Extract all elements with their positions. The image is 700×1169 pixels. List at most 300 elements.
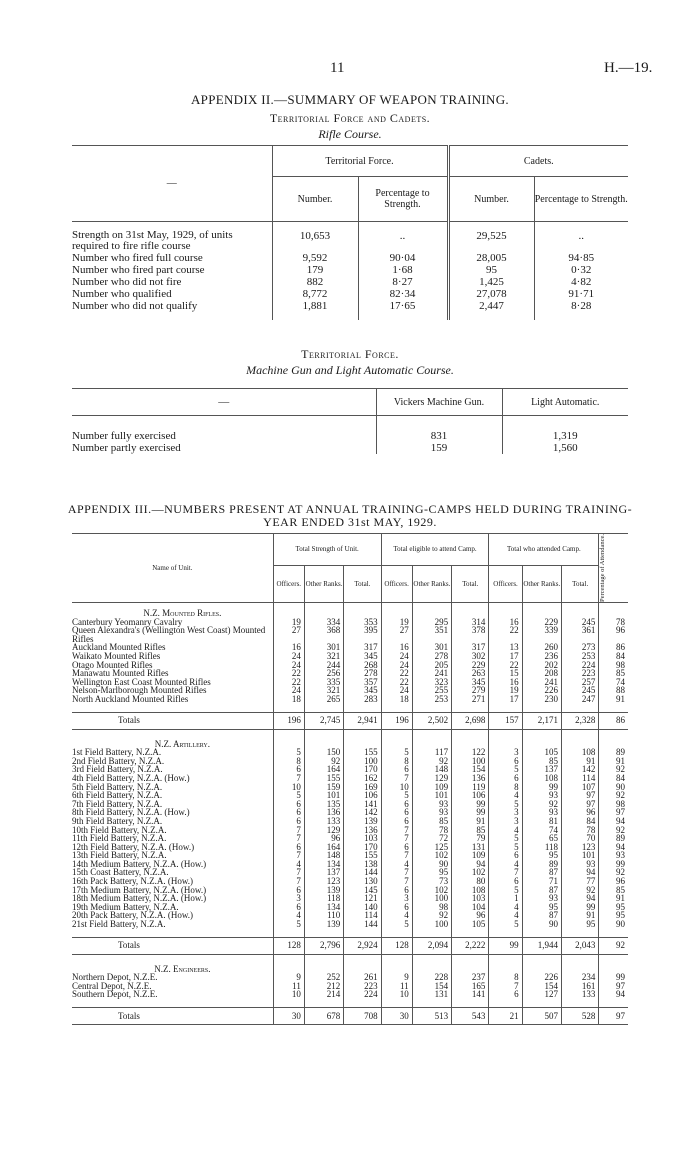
unit-value: 295: [412, 618, 451, 627]
unit-value: 5: [381, 748, 412, 757]
unit-value: 16: [273, 643, 304, 652]
unit-value: 72: [412, 834, 451, 843]
unit-value: 89: [599, 748, 628, 757]
unit-value: 96: [562, 808, 599, 817]
unit-value: 323: [412, 678, 451, 687]
unit-value: 99: [452, 808, 489, 817]
unit-name: 3rd Field Battery, N.Z.A.: [72, 764, 163, 775]
unit-value: 139: [304, 920, 343, 929]
unit-value: 101: [304, 791, 343, 800]
col-officers: Officers.: [489, 565, 522, 602]
row-label: Number who qualified: [72, 287, 172, 300]
unit-value: 253: [562, 652, 599, 661]
unit-value: 170: [344, 843, 381, 852]
unit-value: 4: [273, 860, 304, 869]
unit-value: 84: [562, 817, 599, 826]
unit-value: 117: [412, 748, 451, 757]
unit-row: [72, 626, 628, 643]
unit-value: 91: [452, 817, 489, 826]
cell-tf-pct: 1·68: [358, 264, 448, 276]
unit-value: 317: [344, 643, 381, 652]
unit-value: 6: [273, 843, 304, 852]
unit-value: 92: [522, 800, 561, 809]
unit-value: 154: [522, 982, 561, 991]
unit-value: 3: [273, 894, 304, 903]
totals-value: 708: [344, 1008, 381, 1025]
cell-tf-pct: 8·27: [358, 276, 448, 288]
unit-value: 145: [344, 886, 381, 895]
unit-value: 268: [344, 661, 381, 670]
cell-tf-pct: ..: [358, 222, 448, 253]
unit-value: 142: [344, 808, 381, 817]
unit-value: 114: [344, 911, 381, 920]
col-light-automatic: Light Automatic.: [502, 389, 628, 416]
unit-value: 94: [562, 868, 599, 877]
unit-value: 105: [522, 748, 561, 757]
col-officers: Officers.: [381, 565, 412, 602]
unit-value: 150: [304, 748, 343, 757]
cell-c-pct: 91·71: [534, 288, 628, 300]
rifle-row: [72, 288, 628, 300]
row-label: Number who did not fire: [72, 275, 182, 288]
cell-tf-pct: 90·04: [358, 252, 448, 264]
cell-c-pct: ..: [534, 222, 628, 253]
unit-value: 4: [489, 791, 522, 800]
rifle-course-table: — Territorial Force. Cadets. Number. Percentage to Strength. Number. Percentage to Strength. Strength on 31st May, 1929, of units required to fire rifle course 10,653 .. 29,525 .. Number who fired full course 9,592 90·04 28,005 94·85 Number who fired part course 179 1·68 95 0·32 Number who did not fire 882 8·27 1,425 4·82 Number who qualified 8,772 82·34 27,078 91·71 Number who did not qualify 1,881 17·65 2,447 8·28: [72, 145, 628, 320]
unit-value: 95: [599, 911, 628, 920]
unit-value: 252: [304, 973, 343, 982]
unit-value: 101: [562, 851, 599, 860]
unit-value: 109: [452, 851, 489, 860]
unit-value: 226: [522, 973, 561, 982]
unit-value: 129: [412, 774, 451, 783]
unit-value: 110: [304, 911, 343, 920]
unit-value: 123: [304, 877, 343, 886]
unit-value: 224: [344, 990, 381, 999]
unit-value: 87: [522, 886, 561, 895]
unit-value: 7: [381, 868, 412, 877]
unit-value: 22: [381, 669, 412, 678]
cell-light: 1,319: [502, 416, 628, 443]
unit-value: 7: [273, 868, 304, 877]
totals-value: 157: [489, 712, 522, 729]
unit-value: 114: [562, 774, 599, 783]
unit-value: 89: [522, 860, 561, 869]
unit-value: 98: [412, 903, 451, 912]
row-label: Strength on 31st May, 1929, of units required to fire rifle course: [72, 229, 233, 252]
unit-value: 154: [412, 982, 451, 991]
unit-value: 223: [562, 669, 599, 678]
col-other-ranks: Other Ranks.: [522, 565, 561, 602]
unit-value: 96: [599, 877, 628, 886]
mg-title: Territorial Force.: [301, 347, 399, 361]
rifle-row: [72, 222, 628, 253]
unit-value: 7: [381, 877, 412, 886]
unit-value: 6: [489, 757, 522, 766]
unit-value: 74: [599, 678, 628, 687]
unit-value: 224: [562, 661, 599, 670]
unit-value: 345: [452, 678, 489, 687]
unit-value: 6: [381, 808, 412, 817]
totals-value: 2,328: [562, 712, 599, 729]
unit-value: 141: [452, 990, 489, 999]
unit-value: 6: [489, 877, 522, 886]
unit-value: 378: [452, 626, 489, 643]
cell-c-pct: 94·85: [534, 252, 628, 264]
unit-value: 4: [489, 911, 522, 920]
totals-value: 2,171: [522, 712, 561, 729]
unit-value: 4: [273, 911, 304, 920]
totals-value: 2,796: [304, 937, 343, 954]
unit-value: 164: [304, 843, 343, 852]
rifle-row: [72, 264, 628, 276]
unit-value: 148: [304, 851, 343, 860]
unit-value: 273: [562, 643, 599, 652]
appendix-2-subtitle: Territorial Force and Cadets.: [269, 111, 431, 125]
unit-value: 100: [452, 757, 489, 766]
unit-value: 301: [304, 643, 343, 652]
unit-value: 27: [381, 626, 412, 643]
unit-value: 136: [304, 808, 343, 817]
col-officers: Officers.: [273, 565, 304, 602]
cell-light: 1,560: [502, 442, 628, 454]
unit-value: 85: [599, 886, 628, 895]
unit-value: 90: [599, 783, 628, 792]
totals-value: 2,698: [452, 712, 489, 729]
unit-value: 244: [304, 661, 343, 670]
unit-value: 92: [562, 886, 599, 895]
unit-value: 98: [599, 800, 628, 809]
totals-value: 128: [381, 937, 412, 954]
unit-value: 92: [412, 757, 451, 766]
rifle-row: [72, 276, 628, 288]
unit-value: 100: [412, 894, 451, 903]
unit-value: 141: [344, 800, 381, 809]
unit-value: 6: [273, 886, 304, 895]
cell-c-num: 95: [448, 264, 534, 276]
cell-c-num: 29,525: [448, 222, 534, 253]
unit-value: 154: [452, 765, 489, 774]
unit-value: 357: [344, 678, 381, 687]
unit-value: 95: [522, 851, 561, 860]
unit-value: 103: [344, 834, 381, 843]
unit-value: 94: [599, 817, 628, 826]
totals-value: 99: [489, 937, 522, 954]
unit-value: 253: [412, 695, 451, 704]
unit-value: 81: [522, 817, 561, 826]
unit-value: 95: [562, 920, 599, 929]
unit-value: 96: [304, 834, 343, 843]
unit-value: 301: [412, 643, 451, 652]
totals-row: [72, 937, 628, 954]
totals-value: 86: [599, 712, 628, 729]
unit-value: 155: [344, 748, 381, 757]
unit-value: 97: [562, 791, 599, 800]
totals-value: 543: [452, 1008, 489, 1025]
unit-value: 10: [273, 990, 304, 999]
unit-value: 22: [273, 678, 304, 687]
unit-value: 77: [562, 877, 599, 886]
totals-value: 196: [381, 712, 412, 729]
unit-value: 5: [489, 843, 522, 852]
rifle-group-cadets: Cadets.: [448, 146, 628, 177]
totals-value: 21: [489, 1008, 522, 1025]
unit-value: 79: [452, 834, 489, 843]
totals-row: [72, 712, 628, 729]
unit-value: 134: [304, 860, 343, 869]
unit-value: 7: [381, 826, 412, 835]
unit-value: 6: [381, 903, 412, 912]
unit-value: 103: [452, 894, 489, 903]
unit-value: 214: [304, 990, 343, 999]
unit-value: 144: [344, 920, 381, 929]
unit-name: 20th Pack Battery, N.Z.A. (How.): [72, 910, 194, 921]
unit-value: 162: [344, 774, 381, 783]
unit-value: 302: [452, 652, 489, 661]
unit-value: 87: [522, 868, 561, 877]
unit-value: 19: [273, 618, 304, 627]
rifle-spacer: [72, 312, 628, 320]
cell-c-pct: 8·28: [534, 300, 628, 312]
unit-value: 123: [562, 843, 599, 852]
unit-name: 15th Coast Battery, N.Z.A.: [72, 867, 169, 878]
unit-value: 71: [522, 877, 561, 886]
unit-value: 7: [489, 982, 522, 991]
unit-value: 334: [304, 618, 343, 627]
totals-row: [72, 1008, 628, 1025]
unit-value: 91: [599, 894, 628, 903]
unit-value: 24: [381, 661, 412, 670]
cell-vickers: 831: [376, 416, 502, 443]
unit-value: 19: [381, 618, 412, 627]
row-label: Number who fired full course: [72, 251, 203, 264]
unit-name: 1st Field Battery, N.Z.A.: [72, 747, 162, 758]
unit-value: 122: [452, 748, 489, 757]
unit-value: 121: [344, 894, 381, 903]
unit-value: 6: [273, 903, 304, 912]
unit-name: North Auckland Mounted Rifles: [72, 693, 189, 704]
col-other-ranks: Other Ranks.: [304, 565, 343, 602]
unit-value: 5: [489, 886, 522, 895]
unit-value: 94: [562, 894, 599, 903]
unit-value: 13: [489, 643, 522, 652]
unit-value: 345: [344, 686, 381, 695]
col-pct-attendance: Percentage of Attendance.: [599, 534, 607, 603]
unit-value: 84: [599, 652, 628, 661]
unit-value: 278: [412, 652, 451, 661]
unit-value: 118: [304, 894, 343, 903]
unit-value: 247: [562, 695, 599, 704]
unit-value: 102: [412, 886, 451, 895]
section-title: N.Z. Mounted Rifles.: [143, 608, 222, 619]
cell-c-pct: 0·32: [534, 264, 628, 276]
unit-value: 6: [273, 817, 304, 826]
unit-value: 234: [562, 973, 599, 982]
cell-c-pct: 4·82: [534, 276, 628, 288]
col-total: Total.: [344, 565, 381, 602]
unit-value: 70: [562, 834, 599, 843]
unit-value: 78: [562, 826, 599, 835]
unit-row: [72, 990, 628, 999]
unit-value: 261: [344, 973, 381, 982]
section-title: N.Z. Engineers.: [154, 963, 211, 974]
unit-value: 241: [412, 669, 451, 678]
unit-value: 133: [304, 817, 343, 826]
unit-value: 8: [381, 757, 412, 766]
row-label: Number who did not qualify: [72, 299, 198, 312]
unit-value: 255: [412, 686, 451, 695]
col-pct: Percentage to Strength.: [358, 177, 448, 222]
unit-value: 368: [304, 626, 343, 643]
unit-value: 92: [599, 826, 628, 835]
unit-value: 22: [273, 669, 304, 678]
unit-name: 11th Field Battery, N.Z.A.: [72, 833, 167, 844]
unit-value: 118: [522, 843, 561, 852]
unit-name: 12th Field Battery, N.Z.A. (How.): [72, 841, 195, 852]
unit-value: 10: [273, 783, 304, 792]
cell-tf-num: 882: [272, 276, 358, 288]
totals-value: 2,094: [412, 937, 451, 954]
unit-value: 7: [273, 834, 304, 843]
unit-value: 104: [452, 903, 489, 912]
unit-value: 263: [452, 669, 489, 678]
unit-value: 90: [412, 860, 451, 869]
unit-value: 17: [489, 695, 522, 704]
unit-name: 5th Field Battery, N.Z.A.: [72, 781, 163, 792]
cell-c-num: 2,447: [448, 300, 534, 312]
unit-name: Central Depot, N.Z.E.: [72, 980, 152, 991]
totals-value: 97: [599, 1008, 628, 1025]
totals-label: Totals: [72, 937, 273, 954]
unit-value: 3: [381, 894, 412, 903]
col-number: Number.: [448, 177, 534, 222]
mg-row: [72, 442, 628, 454]
unit-value: 212: [304, 982, 343, 991]
rifle-course-heading: Rifle Course.: [318, 127, 382, 141]
unit-value: 6: [381, 886, 412, 895]
unit-value: 7: [273, 877, 304, 886]
unit-value: 155: [304, 774, 343, 783]
rifle-group-tf: Territorial Force.: [272, 146, 448, 177]
unit-value: 91: [599, 757, 628, 766]
unit-value: 7: [381, 774, 412, 783]
unit-value: 159: [304, 783, 343, 792]
unit-name: 9th Field Battery, N.Z.A.: [72, 815, 163, 826]
unit-value: 80: [452, 877, 489, 886]
cell-tf-num: 8,772: [272, 288, 358, 300]
unit-value: 74: [522, 826, 561, 835]
unit-value: 144: [344, 868, 381, 877]
unit-name: 19th Medium Battery, N.Z.A.: [72, 901, 179, 912]
unit-value: 314: [452, 618, 489, 627]
unit-value: 90: [522, 920, 561, 929]
unit-value: 339: [522, 626, 561, 643]
totals-value: 528: [562, 1008, 599, 1025]
unit-value: 100: [412, 920, 451, 929]
unit-value: 169: [344, 783, 381, 792]
unit-value: 8: [489, 973, 522, 982]
grp-eligible: Total eligible to attend Camp.: [381, 534, 489, 566]
cell-vickers: 159: [376, 442, 502, 454]
unit-value: 142: [562, 765, 599, 774]
unit-value: 165: [452, 982, 489, 991]
unit-value: 101: [412, 791, 451, 800]
camp-attendance-table: [72, 533, 628, 1025]
unit-value: 134: [304, 903, 343, 912]
unit-value: 278: [344, 669, 381, 678]
col-vickers: Vickers Machine Gun.: [376, 389, 502, 416]
unit-name: Auckland Mounted Rifles: [72, 642, 166, 653]
unit-value: 6: [489, 774, 522, 783]
unit-value: 99: [562, 903, 599, 912]
unit-value: 136: [452, 774, 489, 783]
unit-value: 140: [344, 903, 381, 912]
unit-value: 5: [489, 800, 522, 809]
unit-value: 106: [344, 791, 381, 800]
unit-value: 4: [381, 860, 412, 869]
unit-value: 236: [522, 652, 561, 661]
unit-value: 85: [412, 817, 451, 826]
unit-value: 73: [412, 877, 451, 886]
unit-value: 7: [381, 851, 412, 860]
unit-value: 131: [452, 843, 489, 852]
unit-value: 208: [522, 669, 561, 678]
unit-value: 94: [599, 843, 628, 852]
spacer-row: [72, 729, 628, 740]
cell-c-num: 28,005: [448, 252, 534, 264]
unit-value: 24: [381, 652, 412, 661]
unit-name: Wellington East Coast Mounted Rifles: [72, 676, 211, 687]
unit-value: 89: [599, 834, 628, 843]
cell-c-num: 27,078: [448, 288, 534, 300]
unit-value: 24: [273, 661, 304, 670]
unit-value: 283: [344, 695, 381, 704]
col-number: Number.: [272, 177, 358, 222]
unit-value: 3: [489, 748, 522, 757]
unit-value: 202: [522, 661, 561, 670]
unit-value: 5: [381, 791, 412, 800]
totals-label: Totals: [72, 712, 273, 729]
unit-value: 237: [452, 973, 489, 982]
unit-value: 395: [344, 626, 381, 643]
unit-value: 92: [412, 911, 451, 920]
unit-value: 6: [273, 765, 304, 774]
unit-value: 22: [489, 626, 522, 643]
totals-value: 2,502: [412, 712, 451, 729]
cell-tf-pct: 17·65: [358, 300, 448, 312]
col-total: Total.: [452, 565, 489, 602]
unit-value: 6: [489, 851, 522, 860]
unit-value: 78: [599, 618, 628, 627]
unit-value: 85: [452, 826, 489, 835]
row-label: Number partly exercised: [72, 442, 181, 454]
unit-value: 6: [273, 808, 304, 817]
unit-name: 8th Field Battery, N.Z.A. (How.): [72, 807, 190, 818]
row-label: Number who fired part course: [72, 263, 205, 276]
unit-value: 6: [273, 800, 304, 809]
unit-value: 138: [344, 860, 381, 869]
totals-value: 2,222: [452, 937, 489, 954]
grp-attended: Total who attended Camp.: [489, 534, 599, 566]
unit-value: 100: [344, 757, 381, 766]
unit-value: 321: [304, 652, 343, 661]
unit-value: 8: [273, 757, 304, 766]
totals-value: 128: [273, 937, 304, 954]
col-total: Total.: [562, 565, 599, 602]
unit-value: 3: [489, 808, 522, 817]
unit-name: Northern Depot, N.Z.E.: [72, 972, 158, 983]
unit-name: 6th Field Battery, N.Z.A.: [72, 790, 163, 801]
